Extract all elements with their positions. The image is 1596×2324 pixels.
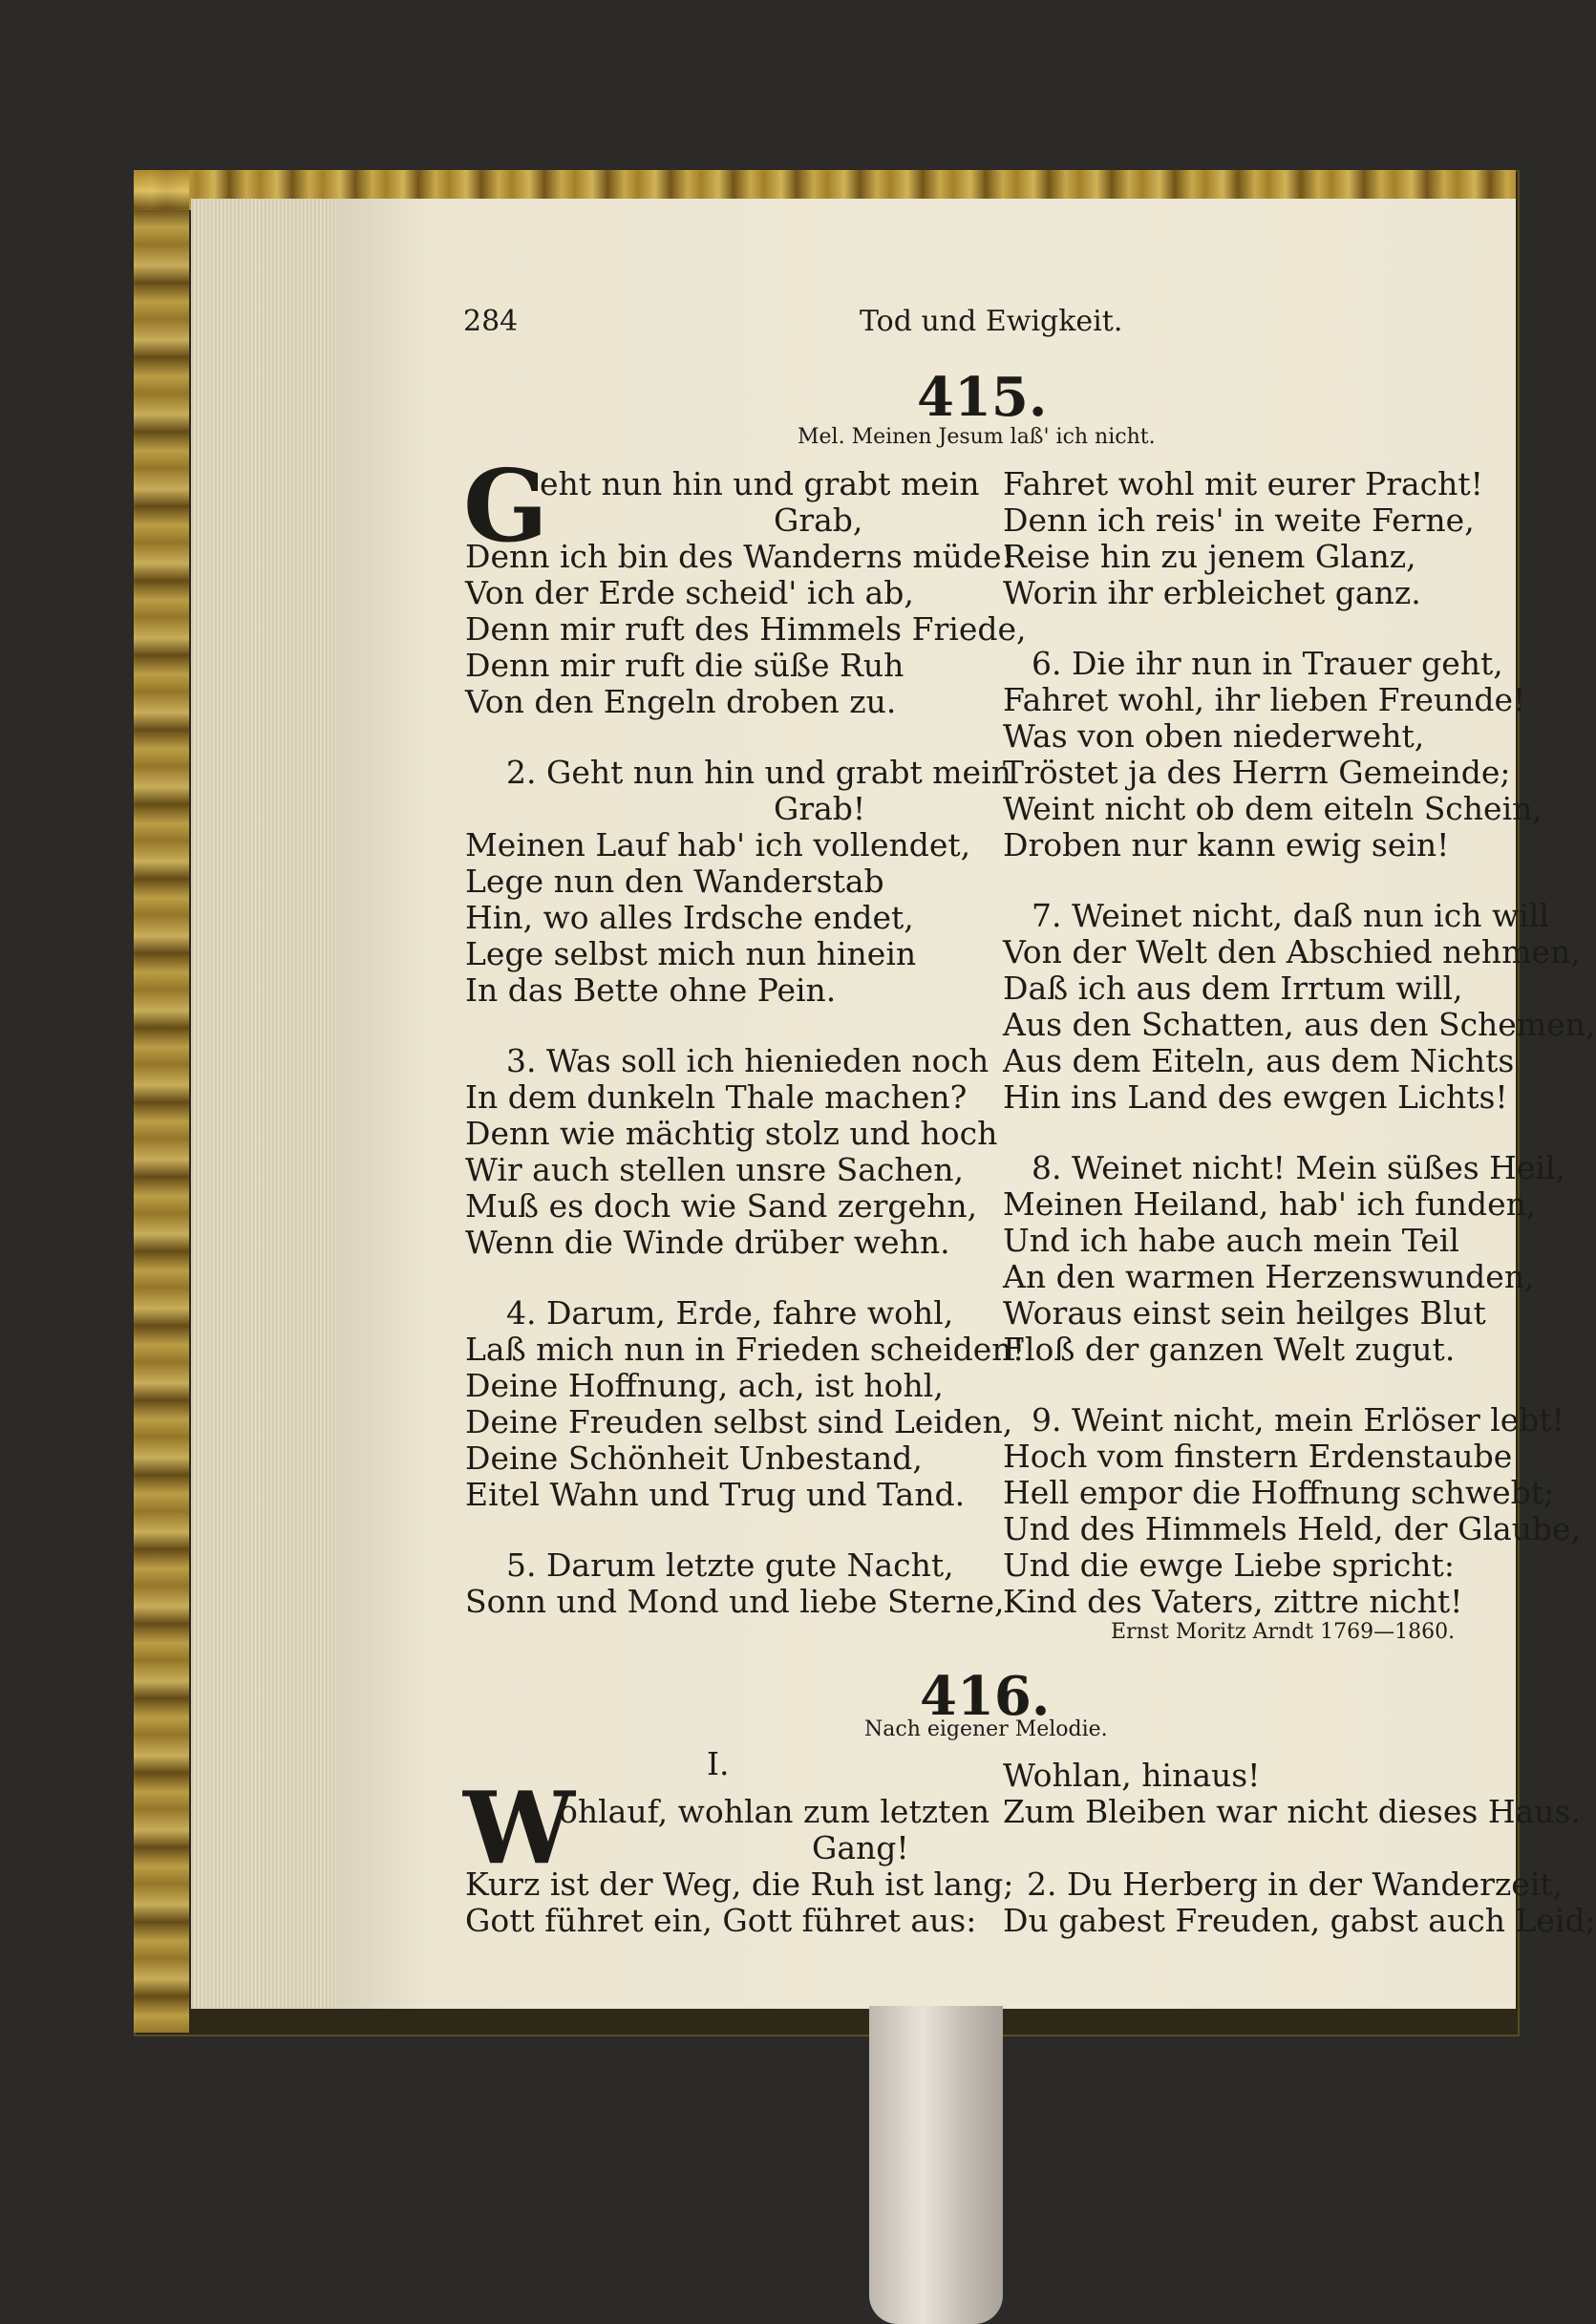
verse-line: Denn wie mächtig stolz und hoch [465, 1115, 998, 1152]
verse-line: Hin, wo alles Irdsche endet, [465, 899, 914, 936]
verse-line: Fahret wohl, ihr lieben Freunde! [1003, 681, 1526, 718]
hymn-415-melody: Mel. Meinen Jesum laß' ich nicht. [798, 425, 1156, 449]
verse-line: In dem dunkeln Thale machen? [465, 1078, 968, 1116]
verse-line: Sonn und Mond und liebe Sterne, [465, 1583, 1005, 1620]
verse-line: Worin ihr erbleichet ganz. [1003, 574, 1421, 611]
verse-line: Und des Himmels Held, der Glaube, [1003, 1510, 1582, 1547]
ribbon-bookmark [869, 2006, 1003, 2324]
verse-line: Deine Freuden selbst sind Leiden, [465, 1403, 1013, 1440]
verse-line: Laß mich nun in Frieden scheiden! [465, 1331, 1025, 1368]
verse-line: Kurz ist der Weg, die Ruh ist lang; [465, 1866, 1014, 1903]
verse-line: Lege selbst mich nun hinein [465, 935, 917, 972]
verse-line: Grab, [774, 501, 863, 539]
verse-line: Wir auch stellen unsre Sachen, [465, 1151, 964, 1188]
verse-line: Von den Engeln droben zu. [465, 683, 897, 720]
verse-line: Grab! [774, 790, 866, 827]
verse-line: Gang! [812, 1829, 909, 1866]
verse-line: 2. Geht nun hin und grabt mein [506, 754, 1011, 791]
verse-line: Deine Schönheit Unbestand, [465, 1439, 923, 1477]
verse-line: Floß der ganzen Welt zugut. [1003, 1331, 1456, 1368]
verse-line: Deine Hoffnung, ach, ist hohl, [465, 1367, 944, 1404]
verse-line: Hell empor die Hoffnung schwebt; [1003, 1474, 1555, 1511]
verse-line: 5. Darum letzte gute Nacht, [506, 1546, 954, 1584]
page-number: 284 [463, 305, 519, 338]
verse-line: Fahret wohl mit eurer Pracht! [1003, 465, 1483, 502]
running-head: Tod und Ewigkeit. [860, 305, 1123, 338]
hymn-415-drop-initial: G [463, 447, 548, 565]
verse-line: Aus den Schatten, aus den Schemen, [1003, 1006, 1596, 1043]
verse-line: Was von oben niederweht, [1003, 717, 1425, 755]
verse-line: 4. Darum, Erde, fahre wohl, [506, 1294, 954, 1332]
verse-line: Denn mir ruft des Himmels Friede, [465, 610, 1027, 648]
verse-line: Wenn die Winde drüber wehn. [465, 1224, 950, 1261]
hymn-415-number: 415. [917, 366, 1048, 429]
verse-line: In das Bette ohne Pein. [465, 971, 837, 1009]
page-edges [191, 199, 337, 2009]
verse-line: Denn ich bin des Wanderns müde! [465, 538, 1014, 575]
verse-line: Reise hin zu jenem Glanz, [1003, 538, 1416, 575]
verse-line: Meinen Lauf hab' ich vollendet, [465, 826, 971, 864]
verse-line: Meinen Heiland, hab' ich funden, [1003, 1185, 1537, 1223]
verse-line: Von der Welt den Abschied nehmen, [1003, 933, 1581, 970]
verse-line: Tröstet ja des Herrn Gemeinde; [1003, 754, 1511, 791]
verse-line: Denn ich reis' in weite Ferne, [1003, 501, 1475, 539]
verse-line: Weint nicht ob dem eiteln Schein, [1003, 790, 1543, 827]
verse-line: An den warmen Herzenswunden, [1003, 1258, 1535, 1295]
verse-line: Von der Erde scheid' ich ab, [465, 574, 914, 611]
gilt-border-left [134, 170, 189, 2033]
verse-line: eht nun hin und grabt mein [540, 465, 980, 502]
verse-line: Lege nun den Wanderstab [465, 863, 884, 900]
hymn-416-section: I. [707, 1745, 730, 1782]
verse-line: Und die ewge Liebe spricht: [1003, 1546, 1455, 1584]
verse-line: Kind des Vaters, zittre nicht! [1003, 1583, 1463, 1620]
verse-line: Eitel Wahn und Trug und Tand. [465, 1476, 966, 1513]
verse-line: Wohlan, hinaus! [1003, 1757, 1261, 1794]
verse-line: Zum Bleiben war nicht dieses Haus. [1003, 1793, 1581, 1830]
hymn-415-attribution: Ernst Moritz Arndt 1769—1860. [1111, 1620, 1456, 1644]
verse-line: Denn mir ruft die süße Ruh [465, 647, 904, 684]
verse-line: 2. Du Herberg in der Wanderzeit, [1027, 1866, 1564, 1903]
hymn-416-number: 416. [920, 1665, 1051, 1728]
verse-line: Hin ins Land des ewgen Lichts! [1003, 1078, 1508, 1116]
verse-line: 9. Weint nicht, mein Erlöser lebt! [1032, 1401, 1564, 1439]
verse-line: 3. Was soll ich hienieden noch [506, 1042, 990, 1079]
verse-line: Gott führet ein, Gott führet aus: [465, 1902, 977, 1939]
verse-line: Woraus einst sein heilges Blut [1003, 1294, 1486, 1332]
verse-line: 7. Weinet nicht, daß nun ich will [1032, 897, 1549, 934]
verse-line: Und ich habe auch mein Teil [1003, 1222, 1459, 1259]
hymn-416-melody: Nach eigener Melodie. [864, 1717, 1108, 1741]
verse-line: 6. Die ihr nun in Trauer geht, [1032, 645, 1503, 682]
verse-line: Droben nur kann ewig sein! [1003, 826, 1450, 864]
verse-line: Daß ich aus dem Irrtum will, [1003, 970, 1463, 1007]
verse-line: Aus dem Eiteln, aus dem Nichts [1003, 1042, 1515, 1079]
verse-line: Hoch vom finstern Erdenstaube [1003, 1438, 1513, 1475]
verse-line: Muß es doch wie Sand zergehn, [465, 1187, 978, 1225]
hymn-416-drop-initial: W [463, 1769, 575, 1887]
verse-line: ohlauf, wohlan zum letzten [559, 1793, 990, 1830]
verse-line: 8. Weinet nicht! Mein süßes Heil, [1032, 1149, 1566, 1186]
verse-line: Du gabest Freuden, gabst auch Leid; [1003, 1902, 1596, 1939]
